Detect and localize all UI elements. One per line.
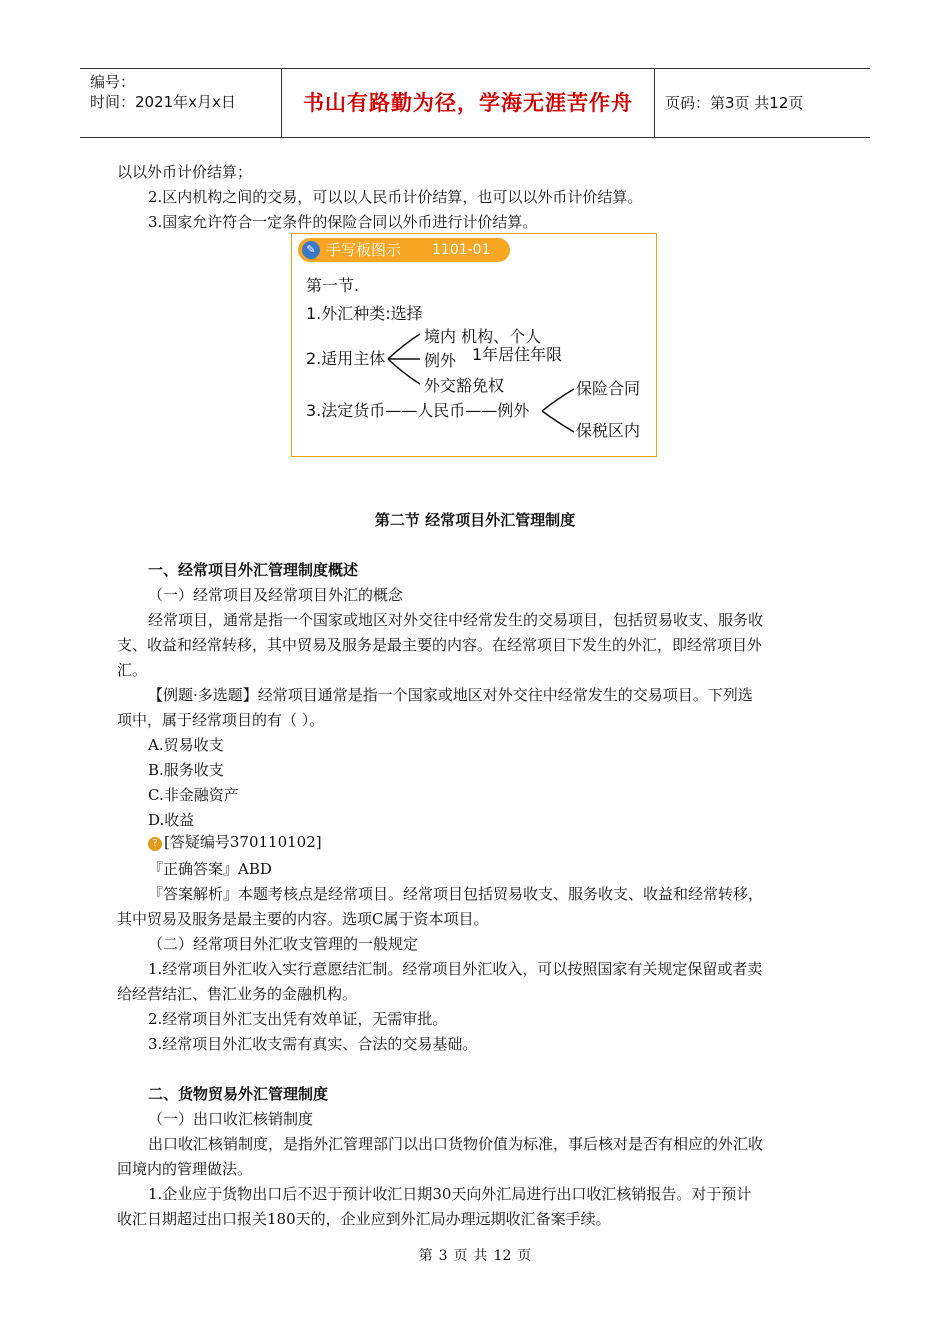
figure-tab-title: 手写板图示: [326, 241, 402, 259]
text-line: 以以外币计价结算；: [117, 163, 253, 181]
text-line: 支、收益和经常转移，其中贸易及服务是最主要的内容。在经常项目下发生的外汇，即经常项目外: [117, 636, 763, 654]
text-line: 2.经常项目外汇支出凭有效单证，无需审批。: [148, 1010, 448, 1028]
pen-icon: ✎: [302, 241, 320, 259]
option: D.收益: [148, 811, 195, 829]
footer-text: 页: [453, 1248, 468, 1264]
footer-text: 第: [418, 1248, 433, 1264]
figure-line: 保险合同: [576, 379, 641, 398]
option: C.非金融资产: [148, 786, 239, 804]
header-page-info: 页码：第3页 共12页: [665, 94, 804, 112]
figure-line: 第一节.: [306, 276, 360, 295]
question-icon: ?: [148, 837, 162, 851]
header-meta: [90, 72, 280, 112]
handwriting-figure: [291, 233, 657, 457]
subheading: （一）出口收汇核销制度: [148, 1110, 314, 1128]
text-line: 经常项目，通常是指一个国家或地区对外交往中经常发生的交易项目，包括贸易收支、服务收: [148, 611, 764, 629]
option: B.服务收支: [148, 761, 224, 779]
option: A.贸易收支: [148, 736, 224, 754]
figure-line: 保税区内: [576, 421, 641, 440]
text-line: 『答案解析』本题考核点是经常项目。经常项目包括贸易收支、服务收支、收益和经常转移，: [148, 885, 764, 903]
figure-line: 外交豁免权: [424, 376, 505, 395]
text-line: 3.经常项目外汇收支需有真实、合法的交易基础。: [148, 1035, 478, 1053]
subheading: （一）经常项目及经常项目外汇的概念: [148, 586, 404, 604]
text-line: 1.经常项目外汇收入实行意愿结汇制。经常项目外汇收入，可以按照国家有关规定保留或者卖: [148, 960, 763, 978]
text-line: 出口收汇核销制度，是指外汇管理部门以出口货物价值为标准，事后核对是否有相应的外汇收: [148, 1135, 764, 1153]
section-title: 第二节 经常项目外汇管理制度: [374, 511, 576, 529]
qa-reference: [148, 830, 322, 855]
heading: 二、货物贸易外汇管理制度: [148, 1085, 329, 1103]
qa-id[interactable]: [答疑编号370110102]: [164, 833, 322, 851]
number-label: 编号：: [90, 73, 136, 91]
text-line: 其中贸易及服务是最主要的内容。选项C属于资本项目。: [117, 910, 489, 928]
header-motto: 书山有路勤为径，学海无涯苦作舟: [303, 91, 633, 115]
figure-tab-code: 1101-01: [432, 242, 491, 258]
footer-text: 页: [517, 1248, 532, 1264]
text-line: 收汇日期超过出口报关180天的，企业应到外汇局办理远期收汇备案手续。: [117, 1210, 611, 1228]
footer-text: 共: [473, 1248, 488, 1264]
text-line: 【例题·多选题】经常项目通常是指一个国家或地区对外交往中经常发生的交易项目。下列选: [148, 686, 753, 704]
figure-line: 1年居住年限: [472, 345, 563, 364]
time-label: 时间：2021年x月x日: [90, 93, 236, 111]
figure-line: 1.外汇种类:选择: [306, 304, 423, 323]
text-line: 回境内的管理做法。: [117, 1160, 253, 1178]
figure-line: 境内 机构、个人: [424, 327, 542, 346]
answer: 『正确答案』ABD: [148, 860, 272, 878]
heading: 一、经常项目外汇管理制度概述: [148, 561, 359, 579]
figure-line: 3.法定货币——人民币——例外: [306, 401, 530, 420]
footer-page-number: 3: [438, 1248, 448, 1264]
text-line: 3.国家允许符合一定条件的保险合同以外币进行计价结算。: [148, 213, 538, 231]
text-line: 2.区内机构之间的交易，可以以人民币计价结算，也可以以外币计价结算。: [148, 188, 643, 206]
figure-line: 2.适用主体: [306, 349, 386, 368]
text-line: 1.企业应于货物出口后不迟于预计收汇日期30天向外汇局进行出口收汇核销报告。对于预计: [148, 1185, 752, 1203]
footer-total-pages: 12: [493, 1248, 512, 1264]
subheading: （二）经常项目外汇收支管理的一般规定: [148, 935, 419, 953]
text-line: 给经营结汇、售汇业务的金融机构。: [117, 985, 358, 1003]
text-line: 汇。: [117, 661, 148, 679]
page-header: [80, 68, 870, 138]
figure-line: 例外: [424, 351, 457, 370]
header-divider: [654, 69, 655, 137]
page-footer: [0, 1245, 950, 1265]
text-line: 项中，属于经常项目的有（ ）。: [117, 711, 325, 729]
